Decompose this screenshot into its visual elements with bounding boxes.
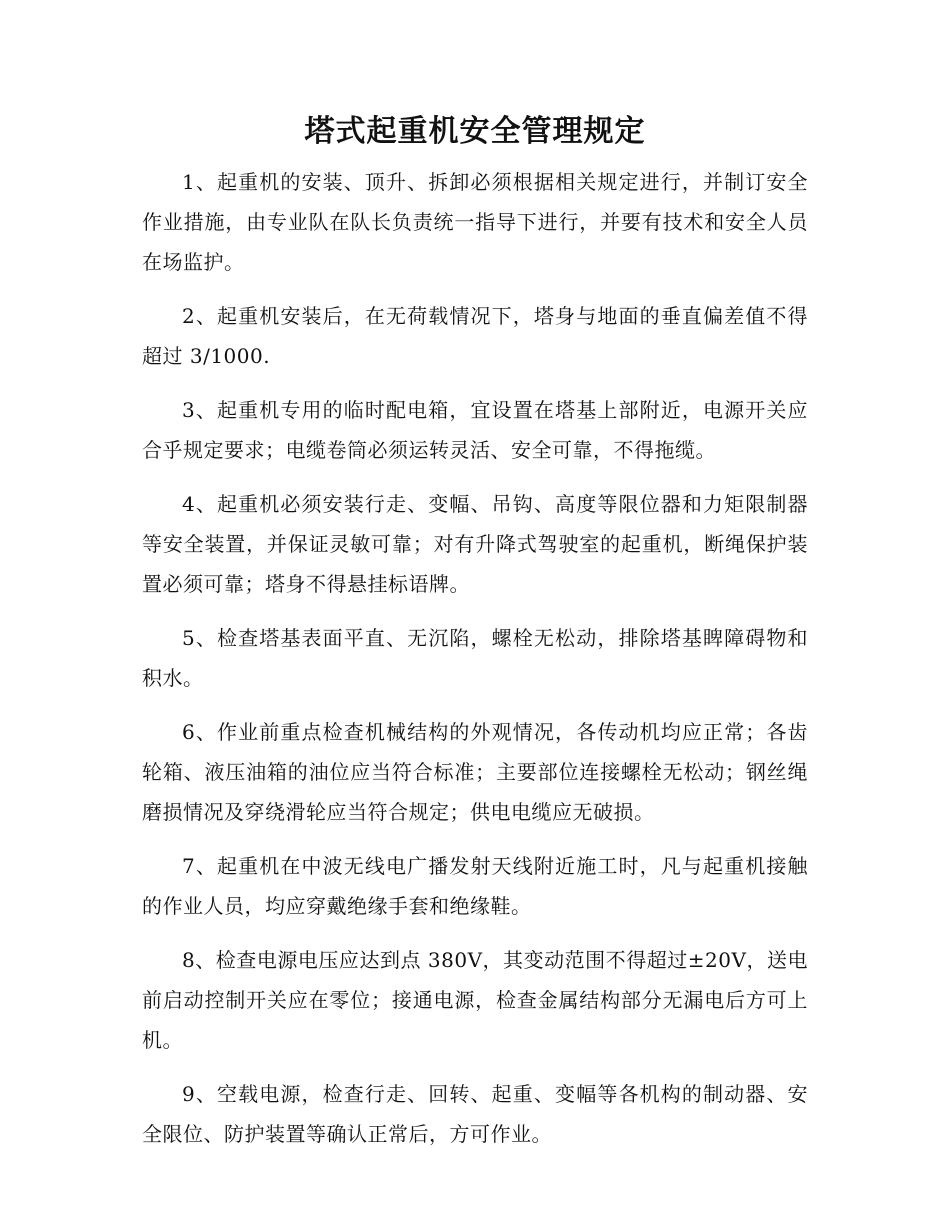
paragraph-1: 1、起重机的安装、顶升、拆卸必须根据相关规定进行，并制订安全作业措施，由专业队在队长负责统一指导下进行，并要有技术和安全人员在场监护。 [142, 170, 808, 274]
paragraph-2: 2、起重机安装后，在无荷载情况下，塔身与地面的垂直偏差值不得超过 3/1000. [142, 304, 808, 368]
paragraph-4: 4、起重机必须安装行走、变幅、吊钩、高度等限位器和力矩限制器等安全装置，并保证灵敏可靠；对有升降式驾驶室的起重机，断绳保护装置必须可靠；塔身不得悬挂标语牌。 [142, 492, 808, 596]
paragraph-6: 6、作业前重点检查机械结构的外观情况，各传动机均应正常；各齿轮箱、液压油箱的油位应当符合标准；主要部位连接螺栓无松动；钢丝绳磨损情况及穿绕滑轮应当符合规定；供电电缆应无破损。 [142, 720, 808, 824]
paragraph-7: 7、起重机在中波无线电广播发射天线附近施工时，凡与起重机接触的作业人员，均应穿戴绝缘手套和绝缘鞋。 [142, 854, 808, 918]
document-body [142, 162, 808, 1168]
paragraph-3: 3、起重机专用的临时配电箱，宜设置在塔基上部附近，电源开关应合乎规定要求；电缆卷筒必须运转灵活、安全可靠，不得拖缆。 [142, 398, 808, 462]
document-title: 塔式起重机安全管理规定 [304, 114, 646, 149]
paragraph-5: 5、检查塔基表面平直、无沉陷，螺栓无松动，排除塔基睥障碍物和积水。 [142, 626, 808, 690]
paragraph-8: 8、检查电源电压应达到点 380V，其变动范围不得超过±20V，送电前启动控制开关应在零位；接通电源，检查金属结构部分无漏电后方可上机。 [142, 948, 808, 1052]
paragraph-9: 9、空载电源，检查行走、回转、起重、变幅等各机构的制动器、安全限位、防护装置等确认正常后，方可作业。 [142, 1082, 808, 1146]
